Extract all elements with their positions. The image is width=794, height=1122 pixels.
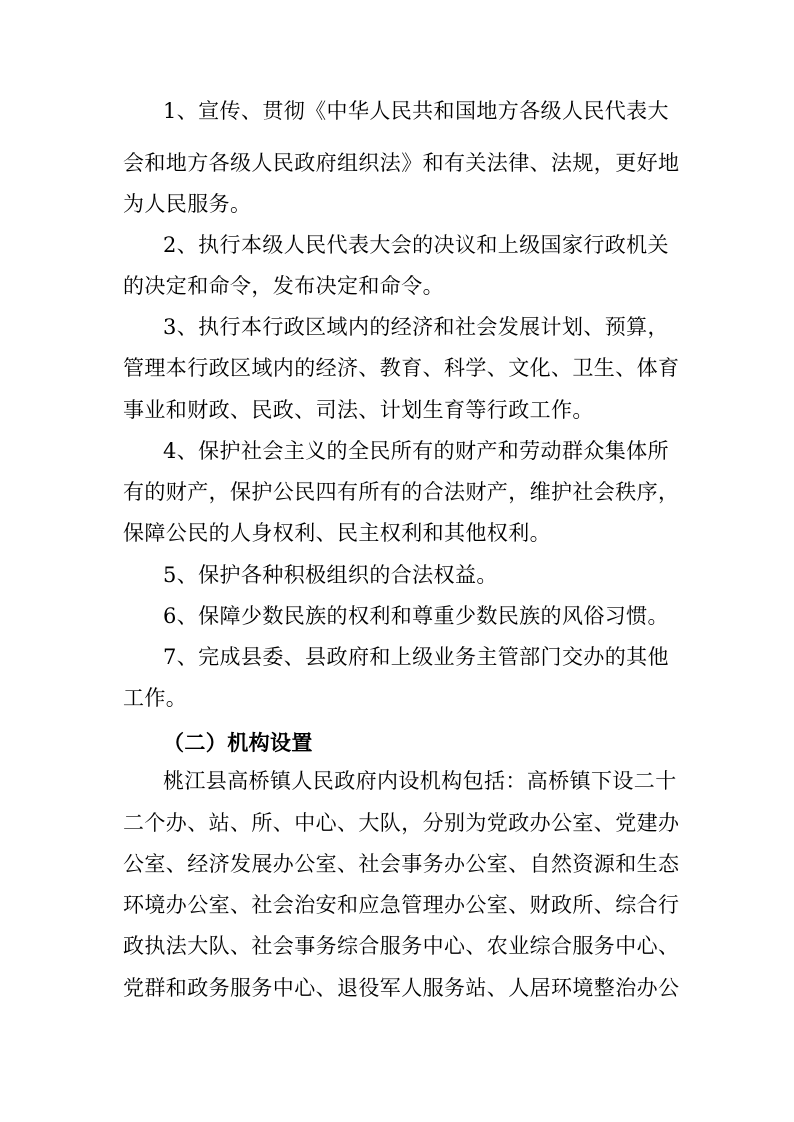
paragraph-2-line-2: 的决定和命令，发布决定和命令。 [123,274,444,298]
paragraph-7-line-1: 7、完成县委、县政府和上级业务主管部门交办的其他 [163,645,669,669]
section-paragraph-line-4: 环境办公室、社会治安和应急管理办公室、财政所、综合行 [123,893,680,917]
section-paragraph-line-6: 党群和政务服务中心、退役军人服务站、人居环境整治办公 [123,976,680,1000]
paragraph-5-line-1: 5、保护各种积极组织的合法权益。 [163,563,498,587]
paragraph-4-line-1: 4、保护社会主义的全民所有的财产和劳动群众集体所 [163,439,669,463]
paragraph-1-line-2: 会和地方各级人民政府组织法》和有关法律、法规，更好地 [123,151,680,175]
paragraph-3-line-1: 3、执行本行政区域内的经济和社会发展计划、预算， [163,315,669,339]
paragraph-6-line-1: 6、保障少数民族的权利和尊重少数民族的风俗习惯。 [163,604,669,628]
section-paragraph-line-5: 政执法大队、社会事务综合服务中心、农业综合服务中心、 [123,934,680,958]
paragraph-3-line-3: 事业和财政、民政、司法、计划生育等行政工作。 [123,398,594,422]
paragraph-2-line-1: 2、执行本级人民代表大会的决议和上级国家行政机关 [163,233,669,257]
section-heading: （二）机构设置 [163,731,313,755]
paragraph-1-line-1: 1、宣传、贯彻《中华人民共和国地方各级人民代表大 [163,99,669,123]
section-paragraph-line-3: 公室、经济发展办公室、社会事务办公室、自然资源和生态 [123,852,680,876]
paragraph-1-line-3: 为人民服务。 [123,192,252,216]
section-paragraph-line-2: 二个办、站、所、中心、大队，分别为党政办公室、党建办 [123,811,680,835]
paragraph-7-line-2: 工作。 [123,686,188,710]
section-paragraph-line-1: 桃江县高桥镇人民政府内设机构包括：高桥镇下设二十 [163,769,677,793]
paragraph-3-line-2: 管理本行政区域内的经济、教育、科学、文化、卫生、体育 [123,356,680,380]
paragraph-4-line-2: 有的财产，保护公民四有所有的合法财产，维护社会秩序， [123,480,680,504]
paragraph-4-line-3: 保障公民的人身权利、民主权利和其他权利。 [123,521,551,545]
